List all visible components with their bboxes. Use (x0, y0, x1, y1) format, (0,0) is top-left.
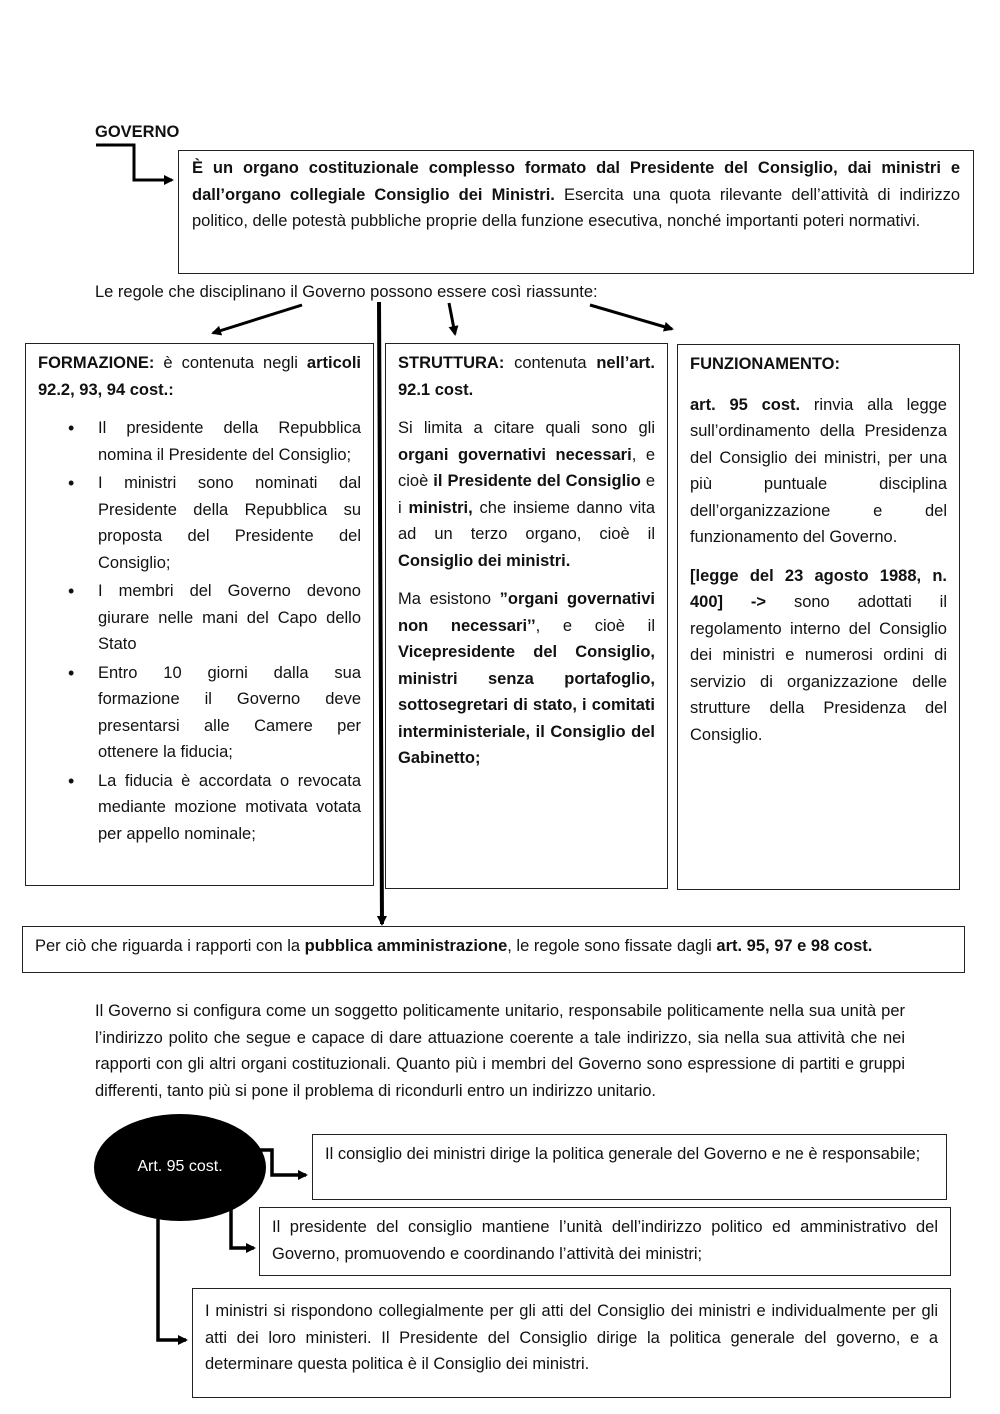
list-item: • Entro 10 giorni dalla sua formazione il Governo deve presentarsi alle Camere per ottenere la fiducia; (38, 660, 361, 766)
text-run: Si limita a citare quali sono gli (398, 419, 655, 437)
arrow-to-formazione (213, 305, 302, 333)
text-run-bold: pubblica amministrazione (304, 937, 508, 955)
art95-box-consiglio: Il consiglio dei ministri dirige la politica generale del Governo e ne è responsabile; (312, 1134, 947, 1200)
struttura-paragraph-1 (398, 415, 655, 574)
text-run: che insieme danno vita ad un terzo organo, cioè il (398, 498, 656, 543)
governo-arrow (96, 145, 172, 180)
text-run-bold: il Presidente del Consiglio (433, 472, 641, 490)
text-run: rinvia alla legge sull’ordinamento della Presidenza del Consiglio dei ministri, per una più puntuale disciplina dell’organizzazione e del funzionamento del Governo. (690, 395, 947, 546)
formazione-label: FORMAZIONE: (38, 354, 155, 372)
list-item: • I ministri sono nominati dal Presidente della Repubblica su proposta del Presidente del Consiglio; (38, 470, 361, 576)
art95-arrow-2 (231, 1205, 254, 1248)
struttura-label: STRUTTURA: (398, 354, 505, 372)
text-run-bold: organi governativi necessari (398, 445, 632, 464)
governo-definition-box (178, 150, 974, 274)
text-run: , e cioè (398, 445, 655, 490)
funzionamento-paragraph-2 (690, 563, 947, 749)
governo-definition-bold: È un organo costituzionale complesso formato dal Presidente del Consiglio, dai ministri e dall’organo collegiale Consiglio dei Ministri. (192, 159, 960, 204)
funzionamento-box (677, 344, 960, 890)
list-item: • I membri del Governo devono giurare nelle mani del Capo dello Stato (38, 578, 361, 658)
art95-arrow-3 (158, 1219, 186, 1340)
text-run: sono adottati il regolamento interno del Consiglio dei ministri e numerosi ordini di servizio di organizzazione delle strutture della Presidenza del Consiglio. (690, 593, 947, 744)
struttura-box (385, 343, 668, 889)
arrow-to-pa-box (379, 302, 382, 924)
arrow-to-funzionamento (590, 305, 672, 329)
text-run: Ma esistono (398, 590, 500, 608)
arrow-to-struttura (449, 303, 455, 334)
art95-box-ministri: I ministri si rispondono collegialmente per gli atti del Consiglio dei ministri e individualmente per gli atti dei loro ministeri. Il Presidente del Consiglio dirige la politica generale del governo, e a determinare questa politica è il Consiglio dei ministri. (192, 1288, 951, 1398)
text-run: Per ciò che riguarda i rapporti con la (35, 937, 305, 955)
text-run-bold: [legge del 23 agosto 1988, n. 400] -> (690, 566, 947, 611)
text-run: , le regole sono fissate dagli (507, 937, 717, 955)
art95-box-presidente: Il presidente del consiglio mantiene l’unità dell’indirizzo politico ed amministrativo del Governo, promuovendo e coordinando l’attività dei ministri; (259, 1207, 951, 1276)
funzionamento-paragraph-1 (690, 392, 947, 551)
text-run-bold: Vicepresidente del Consiglio, ministri senza portafoglio, sottosegretari di stato, i comitati interministeriale, il Consiglio del Gabinetto; (398, 643, 655, 767)
struttura-heading (398, 350, 655, 403)
art95-label: Art. 95 cost. (137, 1158, 223, 1176)
formazione-heading-text: è contenuta negli (154, 354, 307, 372)
formazione-reference: articoli 92.2, 93, 94 cost.: (38, 354, 361, 399)
funzionamento-heading: FUNZIONAMENTO: (690, 355, 841, 373)
text-run-bold: art. 95, 97 e 98 cost. (716, 937, 873, 955)
list-item: • Il presidente della Repubblica nomina il Presidente del Consiglio; (38, 415, 361, 468)
list-item: • La fiducia è accordata o revocata mediante mozione motivata votata per appello nominale; (38, 768, 361, 848)
intro-text: Le regole che disciplinano il Governo possono essere così riassunte: (95, 283, 598, 301)
formazione-box (25, 343, 374, 886)
formazione-heading (38, 350, 361, 403)
text-run-bold: ”organi governativi non necessari’’ (398, 590, 656, 635)
struttura-paragraph-2 (398, 586, 655, 772)
text-run-bold: ministri, (408, 498, 473, 517)
governo-title: GOVERNO (95, 123, 180, 141)
text-run-bold: Consiglio dei ministri. (398, 551, 571, 570)
struttura-heading-text: contenuta (504, 354, 597, 372)
struttura-reference: nell’art. 92.1 cost. (398, 354, 655, 399)
text-run: e i (398, 472, 656, 517)
art95-oval (94, 1114, 266, 1221)
governo-definition-text: Esercita una quota rilevante dell’attività di indirizzo politico, delle potestà pubbliche proprie della funzione esecutiva, nonché importanti poteri normativi. (192, 185, 961, 230)
pubblica-amministrazione-box (22, 926, 965, 973)
governo-unitario-paragraph: Il Governo si configura come un soggetto politicamente unitario, responsabile politicamente nella sua unità per l’indirizzo polito che segue e capace di dare attuazione coerente a tale indirizzo, sia nella sua attività che nei rapporti con gli altri organi costituzionali. Quanto più i membri del Governo sono espressione di partiti e gruppi differenti, tanto più si pone il problema di ricondurli entro un indirizzo unitario. (95, 1002, 905, 1100)
formazione-list (38, 415, 361, 847)
text-run: , e cioè il (535, 616, 655, 635)
text-run-bold: art. 95 cost. (690, 395, 801, 414)
